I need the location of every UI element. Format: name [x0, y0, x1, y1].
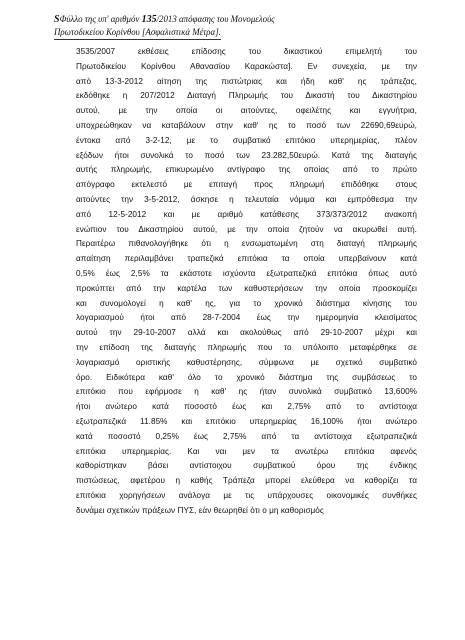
body-text-line: λογαριασμού ήτοι από 28-7-2004 έως την ημερομηνία κλεισίματος	[76, 313, 417, 323]
body-text-line: επιτόκια υπερημερίας. Και ναι μεν τα ανωτέρω επιτόκια αφενός	[76, 446, 417, 456]
body-text-line: αυτού την 29-10-2007 αλλά και ακολούθως από 29-10-2007 μέχρι και	[76, 328, 417, 338]
body-text-line: απόγραφο εκτελεστό με επιταγή προς πληρωμή επιδόθηκε στους	[76, 180, 417, 190]
body-text-line: έντοκα από 3-2-12, με το συμβατικό επιτόκιο υπερημερίας, πλέον	[76, 135, 417, 145]
body-text-line: εξωτραπεζικά 11.85% και επιτόκιο υπερημερίας 16,100% ήτοι ανώτερο	[76, 416, 417, 426]
body-text-line: λογαριασμό οριστικής καθυστέρησης, σύμφωνα με σχετικό συμβατικό	[76, 357, 417, 367]
body-text-line: όρο. Ειδικότερα καθ' όλο το χρονικό διάστημα της συμβάσεως το	[76, 372, 417, 382]
body-text-line: αυτής πληρωμής, επικυρωμένο αντίγραφο της οποίας από το πρώτο	[76, 165, 417, 175]
body-text-line: εξόδων ήτοι συνολικά το ποσό των 23.282,50ευρώ. Κατά της διαταγής	[76, 150, 417, 160]
handwritten-decision-number: 135	[141, 14, 157, 25]
body-text-line: και συνομολογεί η καθ' ης, για το χρονικό διάστημα κίνησης του	[76, 298, 417, 308]
body-text-line: επιτόκιο που εφήρμοσε η καθ' ης ήταν συνολικά συμβατικό 13,600%	[76, 387, 417, 397]
body-text-line: 3535/2007 εκθέσεις επίδοσης του δικαστικού επιμελητή του	[76, 47, 417, 56]
body-text-line: 0,5% έως 2,5% τα εκάστοτε ισχύοντα εξωτραπεζικά επιτόκια όπως αυτό	[76, 268, 417, 278]
header-line-2-wrap	[54, 26, 384, 40]
body-text-line: ήτοι ανώτερο κατά ποσοστό έως και 2,75% από το αντίστοιχα	[76, 402, 417, 412]
body-text-line: από 13-3-2012 αίτηση της πιστώτριας και ήδη καθ' ης τράπεζας,	[76, 76, 417, 86]
body-text-line: δυνάμει σχετικών πράξεων ΠΥΣ, εάν θεωρηθεί ότι ο μη καθορισμός	[76, 505, 324, 515]
body-text-line: κατά ποσοστό 0,25% έως 2,75% από τα αντίστοιχα εξωτραπεζικά	[76, 431, 417, 441]
header-line-1	[54, 13, 384, 26]
body-text-line: αυτού, με την οποία οι αιτούντες, οφειλέτης και εγγυήτρια,	[76, 106, 417, 116]
body-text-line: προκύπτει από την καρτέλα των καθυστερήσεων την οποία προσκομίζει	[76, 283, 417, 293]
body-text-line: επιτόκια χορηγήσεων ανάλογα με τις υπάρχουσες οικονομικές συνθήκες	[76, 490, 417, 500]
body-text-line: ενώπιον του Δικαστηρίου αυτού, με την οποία ζητούν να ακυρωθεί αυτή.	[76, 224, 417, 234]
body-text-line: υποχρεώθηκαν να καταβάλουν στην καθ' ης το ποσό των 22690,69ευρώ,	[76, 120, 417, 130]
body-text-line: Περαιτέρω πιθανολογήθηκε ότι η ενσωματωμένη στη διαταγή πληρωμής	[76, 239, 417, 249]
page-header	[54, 13, 384, 40]
body-text-line: απαίτηση περιλαμβάνει τραπεζικά επιτόκια τα οποία υπερβαίνουν κατά	[76, 254, 417, 264]
header-line-1-suffix: /2013 απόφασης του Μονομελούς	[156, 14, 275, 24]
body-text-line: την επίδοση της διαταγής πληρωμής που το υπόλοιπο μεταφέρθηκε σε	[76, 342, 417, 352]
body-text-line: Πρωτοδικείου Κορίνθου Αθανασίου Καρακώστα]. Εν συνεχεία, με την	[76, 61, 417, 71]
document-body	[76, 45, 417, 519]
body-text-line: από 12-5-2012 και με αριθμό κατάθεσης 373/373/2012 ανακοπή	[76, 209, 417, 219]
body-text-line: πιστώσεως, αφετέρου η καθής Τράπεζα μπορεί ελεύθερα να καθορίζει τα	[76, 476, 417, 486]
header-line-2: Πρωτοδικείου Κορίνθου [Ασφαλιστικά Μέτρα].	[54, 26, 221, 40]
header-line-1-prefix: Φύλλο της υπ' αριθμόν	[59, 14, 140, 24]
body-text-line: εκδόθηκε η 207/2012 Διαταγή Πληρωμής του Δικαστή του Δικαστηρίου	[76, 91, 417, 101]
handwritten-mark: S	[54, 14, 60, 25]
body-text-line: καθορίστηκαν βάσει αντίστοιχου συμβατικού όρου της ένδικης	[76, 461, 417, 471]
body-text-line: αιτούντες την 3-5-2012, άσκησε η τελευταία νόμιμα και εμπρόθεσμα την	[76, 194, 417, 204]
